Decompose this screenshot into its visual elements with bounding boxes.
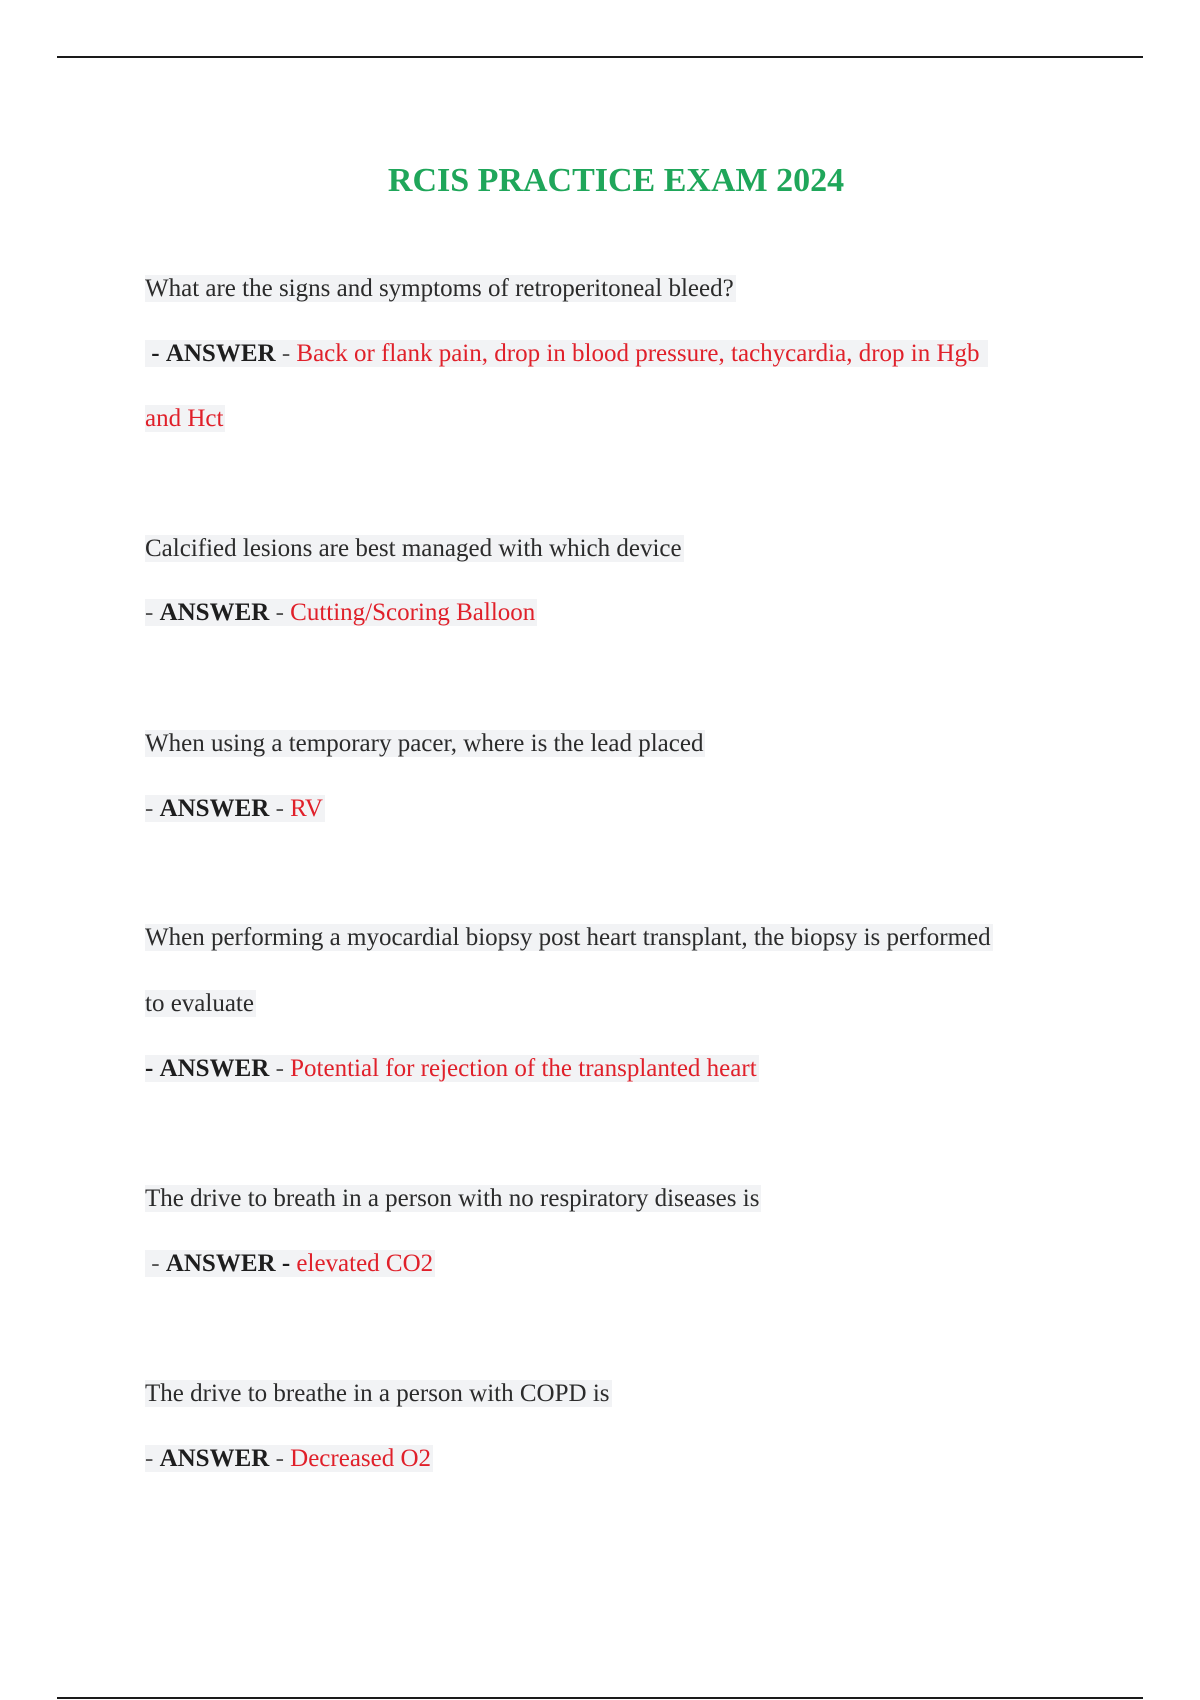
question-5 [145, 1183, 761, 1215]
answer-dash: - [151, 1250, 160, 1277]
answer-5 [145, 1248, 435, 1280]
answer-text: Back or flank pain, drop in blood pressure, tachycardia, drop in Hgb [296, 340, 980, 367]
answer-row [145, 340, 988, 367]
answer-text: Decreased O2 [290, 1445, 432, 1472]
answer-dash: - [145, 795, 154, 822]
answer-dash: - [145, 1445, 154, 1472]
answer-2 [145, 597, 537, 629]
answer-4 [145, 1053, 759, 1085]
question-text: Calcified lesions are best managed with which device [145, 535, 682, 562]
question-text: to evaluate [145, 990, 254, 1017]
answer-label: ANSWER [159, 599, 270, 626]
answer-label: ANSWER [165, 340, 276, 367]
answer-separator: - [275, 1445, 284, 1472]
answer-text: Potential for rejection of the transplanted heart [290, 1055, 757, 1082]
answer-row [145, 1445, 433, 1472]
answer-dash: - [145, 599, 154, 626]
answer-1 [145, 338, 988, 370]
question-text: What are the signs and symptoms of retroperitoneal bleed? [145, 275, 734, 302]
question-text: The drive to breathe in a person with COPD is [145, 1380, 610, 1407]
question-1 [145, 273, 736, 305]
answer-separator: - [275, 599, 284, 626]
question-2 [145, 533, 684, 565]
answer-text: RV [290, 795, 323, 822]
answer-label: ANSWER [159, 1445, 270, 1472]
answer-3 [145, 793, 325, 825]
answer-label: ANSWER [159, 795, 270, 822]
question-4 [145, 922, 993, 954]
footer-rule [57, 1697, 1143, 1699]
answer-row [145, 599, 537, 626]
answer-label: ANSWER [159, 1055, 270, 1082]
answer-dash: - [151, 340, 160, 367]
question-3 [145, 728, 705, 760]
answer-row [145, 795, 325, 822]
answer-1-continued [145, 403, 225, 435]
answer-row [145, 1055, 759, 1082]
answer-separator: - [281, 340, 291, 367]
answer-text: Cutting/Scoring Balloon [290, 599, 536, 626]
answer-dash: - [145, 1055, 154, 1082]
answer-separator: - [281, 1250, 291, 1277]
question-4-continued [145, 988, 256, 1020]
answer-text: elevated CO2 [296, 1250, 434, 1277]
answer-6 [145, 1443, 433, 1475]
question-6 [145, 1378, 612, 1410]
answer-label: ANSWER [165, 1250, 276, 1277]
question-text: The drive to breath in a person with no respiratory diseases is [145, 1185, 760, 1212]
question-text: When using a temporary pacer, where is the lead placed [145, 730, 704, 757]
answer-separator: - [275, 1055, 284, 1082]
header-rule [57, 56, 1143, 58]
answer-row [145, 1250, 435, 1277]
question-text: When performing a myocardial biopsy post heart transplant, the biopsy is performed [145, 924, 991, 951]
answer-separator: - [275, 795, 284, 822]
document-title: RCIS PRACTICE EXAM 2024 [387, 162, 845, 199]
answer-text: and Hct [145, 405, 224, 432]
